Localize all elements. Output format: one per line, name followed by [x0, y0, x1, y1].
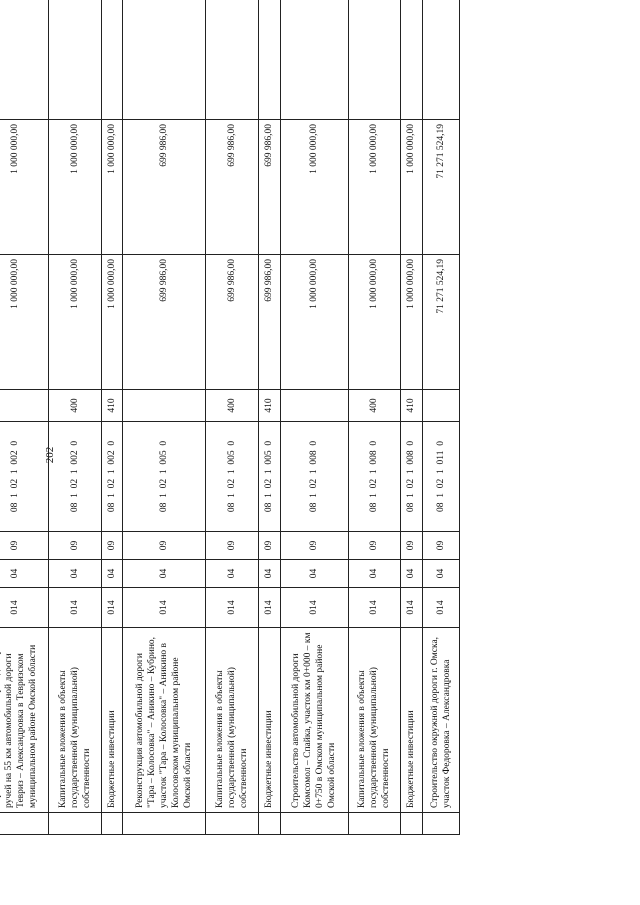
- target-article-code-cell: 08 1 02 1 005 0: [123, 422, 206, 532]
- amount-year-1-cell: 71 271 524,19: [422, 255, 459, 390]
- table-row: [101, 0, 123, 835]
- subsection-code-cell: 09: [348, 532, 400, 560]
- row-number-cell: [206, 813, 258, 835]
- item-name-cell: Строительство окружной дороги г. Омска, участок Федоровка – Александровка: [422, 628, 459, 813]
- amount-year-1-cell: 699 986,00: [258, 255, 280, 390]
- ministry-code-cell: 014: [422, 588, 459, 628]
- amount-year-2-cell: 1 000 000,00: [0, 120, 49, 255]
- amount-year-1-cell: 1 000 000,00: [401, 255, 423, 390]
- target-article-code-cell: 08 1 02 1 005 0: [206, 422, 258, 532]
- subsection-code-cell: 09: [258, 532, 280, 560]
- amount-year-1-cell: 699 986,00: [123, 255, 206, 390]
- item-name-cell: Бюджетные инвестиции: [101, 628, 123, 813]
- amount-year-3-cell: [258, 0, 280, 120]
- target-article-code-cell: 08 1 02 1 008 0: [401, 422, 423, 532]
- expense-type-code-cell: 410: [101, 390, 123, 422]
- table-row: [123, 0, 206, 835]
- amount-year-1-cell: 1 000 000,00: [101, 255, 123, 390]
- item-name-cell: Реконструкция автомобильной дороги "Тара – Колосовка" – Аникино – Кубрино, участок "Тара – Колосовка" – Аникино в Колосовском муниципальном районе Омской области: [123, 628, 206, 813]
- amount-year-2-cell: 699 986,00: [206, 120, 258, 255]
- ministry-code-cell: 014: [348, 588, 400, 628]
- section-code-cell: 04: [258, 560, 280, 588]
- item-name-cell: Капитальные вложения в объекты государственной (муниципальной) собственности: [49, 628, 101, 813]
- amount-year-2-cell: 1 000 000,00: [49, 120, 101, 255]
- item-name-cell: Строительство автомобильной дороги Комсомол – Спайка, участок км 0+000 – км 0+750 в Омском муниципальном районе Омской области: [280, 628, 348, 813]
- item-name-cell: Капитальные вложения в объекты государственной (муниципальной) собственности: [348, 628, 400, 813]
- row-number-cell: [401, 813, 423, 835]
- expense-type-code-cell: [0, 390, 49, 422]
- subsection-code-cell: 09: [206, 532, 258, 560]
- target-article-code-cell: 08 1 02 1 011 0: [422, 422, 459, 532]
- page-number: 202: [44, 446, 56, 464]
- amount-year-3-cell: [348, 0, 400, 120]
- ministry-code-cell: 014: [101, 588, 123, 628]
- section-code-cell: 04: [422, 560, 459, 588]
- ministry-code-cell: 014: [280, 588, 348, 628]
- table-row: [348, 0, 400, 835]
- amount-year-3-cell: [123, 0, 206, 120]
- table-row: [280, 0, 348, 835]
- expense-type-code-cell: [123, 390, 206, 422]
- row-number-cell: [422, 813, 459, 835]
- item-name-cell: Капитальные вложения в объекты государственной (муниципальной) собственности: [206, 628, 258, 813]
- subsection-code-cell: 09: [123, 532, 206, 560]
- target-article-code-cell: 08 1 02 1 002 0: [101, 422, 123, 532]
- amount-year-1-cell: 1 000 000,00: [49, 255, 101, 390]
- section-code-cell: 04: [101, 560, 123, 588]
- section-code-cell: 04: [280, 560, 348, 588]
- expense-type-code-cell: 400: [49, 390, 101, 422]
- section-code-cell: 04: [206, 560, 258, 588]
- target-article-code-cell: 08 1 02 1 005 0: [258, 422, 280, 532]
- item-name-cell: Бюджетные инвестиции: [401, 628, 423, 813]
- ministry-code-cell: 014: [0, 588, 49, 628]
- ministry-code-cell: 014: [49, 588, 101, 628]
- subsection-code-cell: 09: [0, 532, 49, 560]
- subsection-code-cell: 09: [280, 532, 348, 560]
- table-row: [401, 0, 423, 835]
- row-number-cell: [123, 813, 206, 835]
- table-row: [258, 0, 280, 835]
- amount-year-1-cell: 1 000 000,00: [348, 255, 400, 390]
- section-code-cell: 04: [348, 560, 400, 588]
- amount-year-3-cell: [49, 0, 101, 120]
- table-row: [0, 0, 49, 835]
- section-code-cell: 04: [401, 560, 423, 588]
- expense-type-code-cell: [422, 390, 459, 422]
- row-number-cell: [348, 813, 400, 835]
- expense-type-code-cell: 400: [348, 390, 400, 422]
- expense-type-code-cell: [280, 390, 348, 422]
- expense-type-code-cell: 410: [258, 390, 280, 422]
- ministry-code-cell: 014: [401, 588, 423, 628]
- amount-year-1-cell: 1 000 000,00: [0, 255, 49, 390]
- amount-year-3-cell: [401, 0, 423, 120]
- amount-year-2-cell: 1 000 000,00: [101, 120, 123, 255]
- ministry-code-cell: 014: [258, 588, 280, 628]
- amount-year-1-cell: 699 986,00: [206, 255, 258, 390]
- ministry-code-cell: 014: [206, 588, 258, 628]
- amount-year-3-cell: [206, 0, 258, 120]
- amount-year-1-cell: 1 000 000,00: [280, 255, 348, 390]
- table-row: [422, 0, 459, 835]
- amount-year-2-cell: 1 000 000,00: [280, 120, 348, 255]
- amount-year-3-cell: [101, 0, 123, 120]
- row-number-cell: [101, 813, 123, 835]
- section-code-cell: 04: [49, 560, 101, 588]
- amount-year-3-cell: [0, 0, 49, 120]
- table-row: [206, 0, 258, 835]
- row-number-cell: [49, 813, 101, 835]
- target-article-code-cell: 08 1 02 1 002 0: [0, 422, 49, 532]
- row-number-cell: [258, 813, 280, 835]
- expense-type-code-cell: 400: [206, 390, 258, 422]
- amount-year-2-cell: 1 000 000,00: [348, 120, 400, 255]
- amount-year-2-cell: 71 271 524,19: [422, 120, 459, 255]
- table-row: [49, 0, 101, 835]
- ministry-code-cell: 014: [123, 588, 206, 628]
- target-article-code-cell: 08 1 02 1 008 0: [280, 422, 348, 532]
- expense-type-code-cell: 410: [401, 390, 423, 422]
- amount-year-2-cell: 699 986,00: [123, 120, 206, 255]
- section-code-cell: 04: [0, 560, 49, 588]
- amount-year-3-cell: [280, 0, 348, 120]
- subsection-code-cell: 09: [401, 532, 423, 560]
- target-article-code-cell: 08 1 02 1 002 0: [49, 422, 101, 532]
- row-number-cell: [280, 813, 348, 835]
- amount-year-2-cell: 699 986,00: [258, 120, 280, 255]
- subsection-code-cell: 09: [101, 532, 123, 560]
- section-code-cell: 04: [123, 560, 206, 588]
- row-number-cell: [0, 813, 49, 835]
- subsection-code-cell: 09: [422, 532, 459, 560]
- subsection-code-cell: 09: [49, 532, 101, 560]
- target-article-code-cell: 08 1 02 1 008 0: [348, 422, 400, 532]
- item-name-cell: ручей на 55 км автомобильной дороги Тевриз – Александровка в Тевризском муниципальном районе Омской области: [0, 628, 49, 813]
- amount-year-2-cell: 1 000 000,00: [401, 120, 423, 255]
- amount-year-3-cell: [422, 0, 459, 120]
- item-name-cell: Бюджетные инвестиции: [258, 628, 280, 813]
